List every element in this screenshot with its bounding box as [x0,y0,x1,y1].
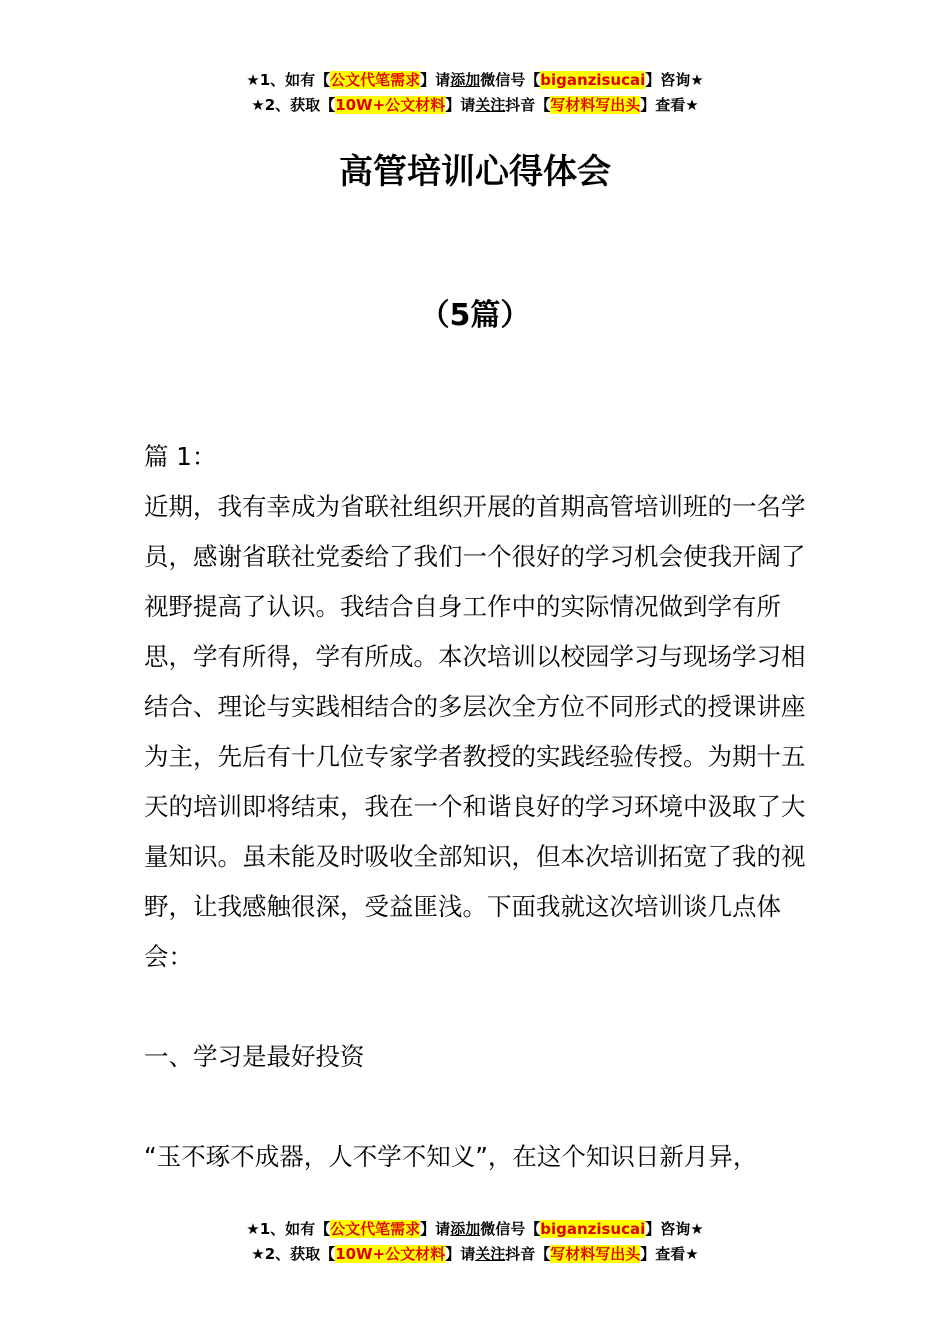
promo-line-2 [0,1242,950,1267]
promo-underlined: 关注 [475,1245,506,1263]
document-body [144,432,812,1182]
promo-text: 抖音【 [505,96,551,114]
section-label: 篇 1： [144,442,217,471]
promo-wechat-id: biganzisucai [540,71,646,89]
promo-highlight: 公文代笔需求 [330,71,421,89]
promo-line-1 [0,1217,950,1242]
promo-line-2 [0,93,950,118]
promo-text: ★1、如有【 [246,1220,331,1238]
promo-underlined: 添加 [450,1220,481,1238]
promo-text: 微信号【 [480,1220,541,1238]
promo-text: 】请 [420,1220,451,1238]
section-heading: 一、学习是最好投资 [144,1042,365,1071]
promo-text: ★2、获取【 [251,1245,336,1263]
promo-text: ★2、获取【 [251,96,336,114]
document-title: 高管培训心得体会 [339,152,611,192]
promo-text: 】咨询★ [645,1220,704,1238]
promo-banner-top [0,68,950,118]
promo-text: 抖音【 [505,1245,551,1263]
promo-underlined: 关注 [475,96,506,114]
document-subtitle: （5篇） [419,298,531,333]
promo-text: 】咨询★ [645,71,704,89]
body-paragraph: 近期，我有幸成为省联社组织开展的首期高管培训班的一名学员，感谢省联社党委给了我们一个很好的学习机会使我开阔了视野提高了认识。我结合自身工作中的实际情况做到学有所思，学有所得，学有所成。本次培训以校园学习与现场学习相结合、理论与实践相结合的多层次全方位不同形式的授课讲座为主，先后有十几位专家学者教授的实践经验传授。为期十五天的培训即将结束，我在一个和谐良好的学习环境中汲取了大量知识。虽未能及时吸收全部知识，但本次培训拓宽了我的视野，让我感触很深，受益匪浅。下面我就这次培训谈几点体会： [144,492,806,971]
promo-text: 】查看★ [640,96,699,114]
promo-text: ★1、如有【 [246,71,331,89]
promo-highlight: 10W+公文材料 [335,96,446,114]
promo-highlight: 10W+公文材料 [335,1245,446,1263]
promo-douyin-id: 写材料写出头 [550,1245,641,1263]
promo-text: 】请 [445,1245,476,1263]
promo-douyin-id: 写材料写出头 [550,96,641,114]
quote-paragraph: “玉不琢不成器，人不学不知义”，在这个知识日新月异， [144,1142,758,1171]
promo-underlined: 添加 [450,71,481,89]
promo-banner-bottom [0,1217,950,1267]
promo-text: 】请 [445,96,476,114]
promo-highlight: 公文代笔需求 [330,1220,421,1238]
promo-text: 】请 [420,71,451,89]
promo-text: 微信号【 [480,71,541,89]
promo-line-1 [0,68,950,93]
promo-text: 】查看★ [640,1245,699,1263]
promo-wechat-id: biganzisucai [540,1220,646,1238]
